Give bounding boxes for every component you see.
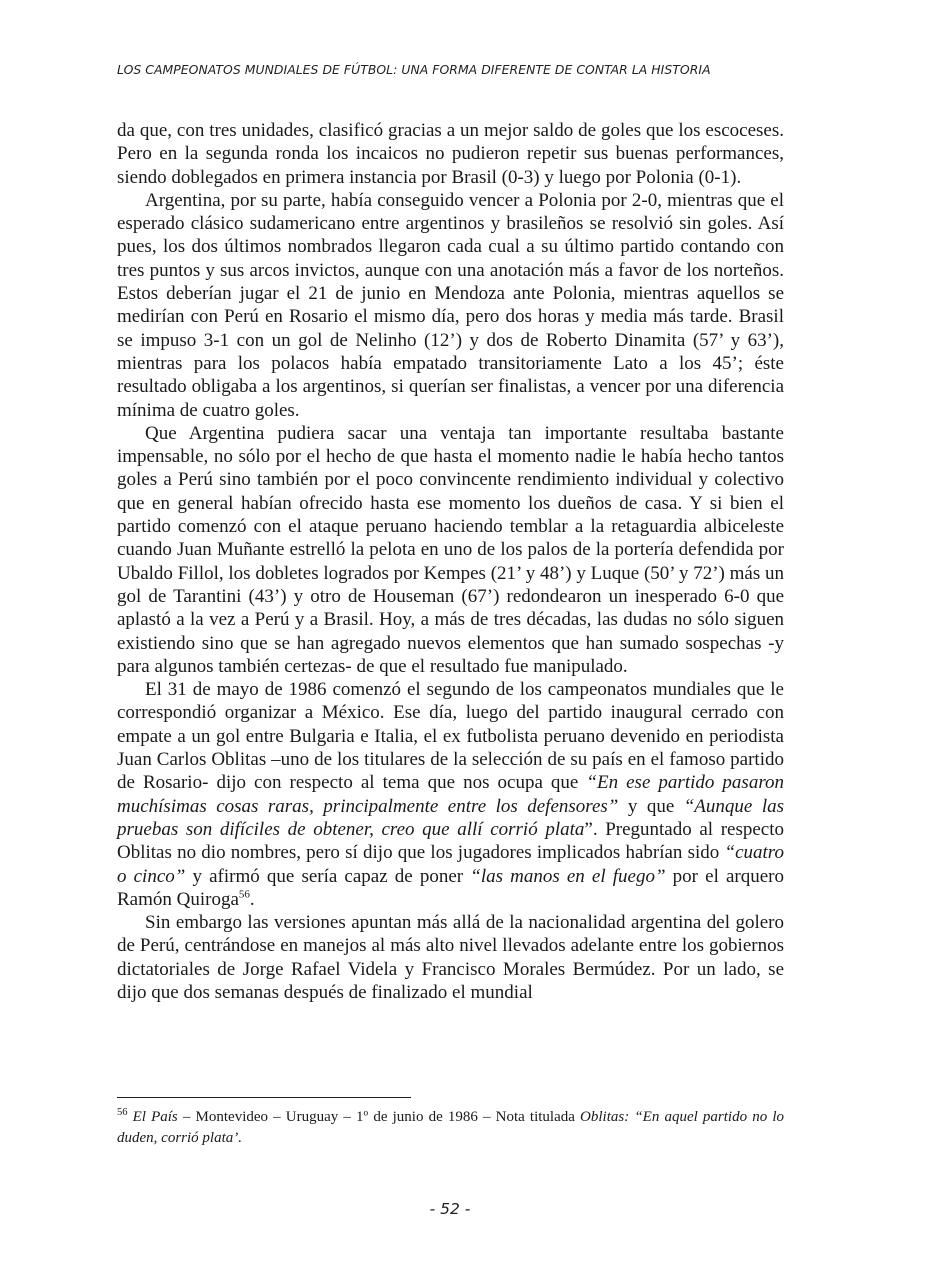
paragraph-4-text-2: y que <box>618 795 684 817</box>
footnote-separator <box>117 1097 411 1098</box>
paragraph-4 <box>117 678 784 911</box>
paragraph-5: Sin embargo las versiones apuntan más allá de la nacionalidad argentina del golero de Perú, centrándose en manejos al más alto nivel llevados adelante entre los gobiernos dictatoriales de Jorge Rafael Videla y Francisco Morales Bermúdez. Por un lado, se dijo que dos semanas después de finalizado el mundial <box>117 912 784 1003</box>
paragraph-2: Argentina, por su parte, había conseguido vencer a Polonia por 2-0, mientras que el esperado clásico sudamericano entre argentinos y brasileños se resolvió sin goles. Así pues, los dos últimos nombrados llegaron cada cual a su último partido contando con tres puntos y sus arcos invictos, aunque con una anotación más a favor de los norteños. Estos deberían jugar el 21 de junio en Mendoza ante Polonia, mientras aquellos se medirían con Perú en Rosario el mismo día, pero dos horas y media más tarde. Brasil se impuso 3-1 con un gol de Nelinho (12’) y dos de Roberto Dinamita (57’ y 63’), mientras para los polacos había empatado transitoriamente Lato a los 45’; éste resultado obligaba a los argentinos, si querían ser finalistas, a vencer por una diferencia mínima de cuatro goles. <box>117 189 784 421</box>
page-number: - 52 - <box>429 1200 471 1218</box>
paragraph-4-text-6: . <box>249 888 255 910</box>
footnote-number: 56 <box>117 1107 128 1118</box>
paragraph-4-text-5: por el arquero Ramón Quiroga <box>117 865 784 910</box>
quote-2: “Aunque las pruebas son difíciles de obtener, creo que allí corrió plata <box>117 795 784 840</box>
paragraph-4-text-3: ”. Preguntado al respecto Oblitas no dio nombres, pero sí dijo que los jugadores implicados habrían sido <box>117 818 784 864</box>
quote-1: “En ese partido pasaron muchísimas cosas raras, principalmente entre los defensores” <box>117 772 785 817</box>
running-header: LOS CAMPEONATOS MUNDIALES DE FÚTBOL: UNA FORMA DIFERENTE DE CONTAR LA HISTORIA <box>117 62 711 77</box>
paragraph-1: da que, con tres unidades, clasificó gracias a un mejor saldo de goles que los escoceses. Pero en la segunda ronda los incaicos no pudieron repetir sus buenas performances, siendo doblegados en primera instancia por Brasil (0-3) y luego por Polonia (0-1). <box>117 120 784 188</box>
footnote-reference[interactable]: 56 <box>238 888 250 901</box>
footnote-text: – Montevideo – Uruguay – 1º de junio de 1986 – Nota titulada <box>177 1109 581 1125</box>
footnote-title: Oblitas: “En aquel partido no lo duden, corrió plata’. <box>117 1109 785 1146</box>
body-text <box>117 119 784 1004</box>
footnote-source: El País <box>132 1109 178 1125</box>
footnote <box>117 1107 784 1148</box>
paragraph-4-text-4: y afirmó que sería capaz de poner <box>185 865 471 887</box>
quote-4: “las manos en el fuego” <box>470 865 666 887</box>
paragraph-3: Que Argentina pudiera sacar una ventaja tan importante resultaba bastante impensable, no sólo por el hecho de que hasta el momento nadie le había hecho tantos goles a Perú sino también por el poco convincente rendimiento individual y colectivo que en general habían ofrecido hasta ese momento los dueños de casa. Y si bien el partido comenzó con el ataque peruano haciendo temblar a la retaguardia albiceleste cuando Juan Muñante estrelló la pelota en uno de los palos de la portería defendida por Ubaldo Fillol, los dobletes logrados por Kempes (21’ y 48’) y Luque (50’ y 72’) más un gol de Tarantini (43’) y otro de Houseman (67’) redondearon un inesperado 6-0 que aplastó a la vez a Perú y a Brasil. Hoy, a más de tres décadas, las dudas no sólo siguen existiendo sino que se han agregado nuevos elementos que han sumado sospechas -y para algunos también certezas- de que el resultado fue manipulado. <box>117 422 784 677</box>
paragraph-4-text-1: El 31 de mayo de 1986 comenzó el segundo de los campeonatos mundiales que le correspondió organizar a México. Ese día, luego del partido inaugural cerrado con empate a un gol entre Bulgaria e Italia, el ex futbolista peruano devenido en periodista Juan Carlos Oblitas –uno de los titulares de la selección de su país en el famoso partido de Rosario- dijo con respecto al tema que nos ocupa que <box>117 679 784 794</box>
quote-3: “cuatro o cinco” <box>117 842 784 887</box>
